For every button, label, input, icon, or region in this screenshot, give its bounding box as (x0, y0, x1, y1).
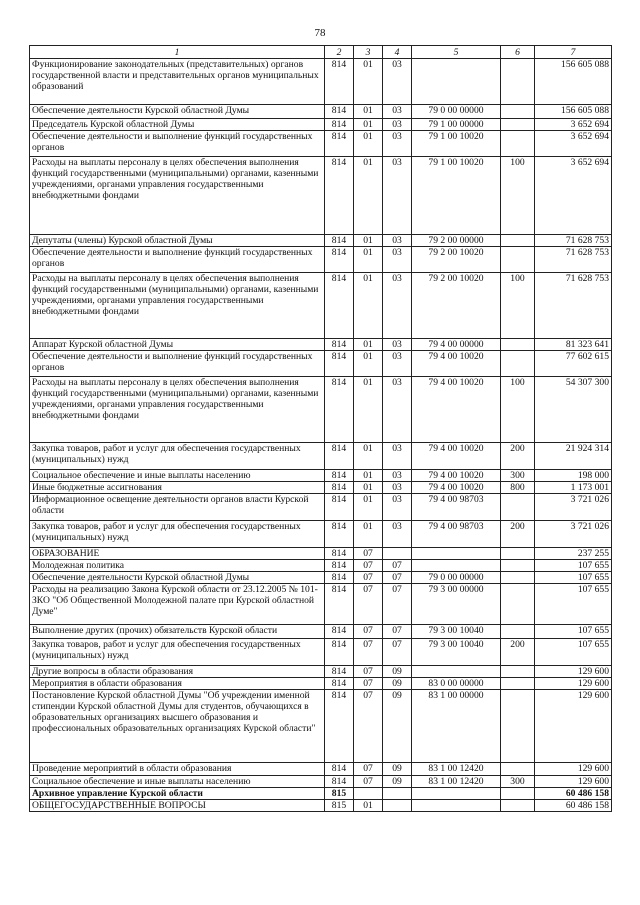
row-value-cell (501, 119, 535, 131)
row-value-cell: 09 (383, 763, 412, 776)
row-value-cell (501, 560, 535, 572)
row-name-cell: Проведение мероприятий в области образования (30, 763, 325, 776)
row-value-cell: 200 (501, 639, 535, 666)
row-value-cell: 60 486 158 (535, 788, 612, 800)
row-value-cell: 09 (383, 666, 412, 678)
table-row (30, 59, 612, 105)
header-cell: 2 (325, 46, 354, 59)
row-name-cell: Закупка товаров, работ и услуг для обеспечения государственных (муниципальных) нужд (30, 639, 325, 666)
row-value-cell: 03 (383, 351, 412, 377)
row-value-cell (501, 59, 535, 105)
row-value-cell: 79 4 00 10020 (412, 470, 501, 482)
row-value-cell: 814 (325, 494, 354, 521)
row-value-cell (383, 800, 412, 812)
table-row (30, 273, 612, 339)
table-row (30, 800, 612, 812)
row-value-cell: 300 (501, 470, 535, 482)
row-value-cell: 79 4 00 10020 (412, 351, 501, 377)
row-value-cell: 814 (325, 443, 354, 470)
row-value-cell: 07 (354, 625, 383, 639)
row-value-cell: 3 721 026 (535, 494, 612, 521)
row-value-cell: 79 1 00 00000 (412, 119, 501, 131)
row-value-cell: 200 (501, 521, 535, 548)
row-value-cell: 79 3 00 10040 (412, 625, 501, 639)
row-value-cell: 107 655 (535, 572, 612, 584)
row-name-cell: Обеспечение деятельности Курской областной Думы (30, 572, 325, 584)
row-name-cell: Обеспечение деятельности и выполнение функций государственных органов (30, 351, 325, 377)
header-cell: 3 (354, 46, 383, 59)
row-value-cell: 07 (354, 548, 383, 560)
row-value-cell: 09 (383, 690, 412, 763)
row-value-cell: 814 (325, 521, 354, 548)
row-value-cell (501, 494, 535, 521)
row-value-cell (354, 788, 383, 800)
table-row (30, 131, 612, 157)
row-name-cell: Информационное освещение деятельности органов власти Курской области (30, 494, 325, 521)
table-row (30, 763, 612, 776)
table-row (30, 666, 612, 678)
row-value-cell: 814 (325, 377, 354, 443)
row-value-cell: 01 (354, 470, 383, 482)
row-value-cell: 200 (501, 443, 535, 470)
row-value-cell (383, 548, 412, 560)
row-value-cell: 03 (383, 119, 412, 131)
row-value-cell: 83 0 00 00000 (412, 678, 501, 690)
row-value-cell (501, 351, 535, 377)
row-value-cell (501, 572, 535, 584)
row-name-cell: Архивное управление Курской области (30, 788, 325, 800)
row-name-cell: Расходы на выплаты персоналу в целях обеспечения выполнения функций государственными (муниципальными) органами, казенными учреждениями, органами управления государственными внебюджетными фондами (30, 273, 325, 339)
row-value-cell: 03 (383, 377, 412, 443)
row-value-cell: 814 (325, 247, 354, 273)
row-value-cell: 79 1 00 10020 (412, 157, 501, 235)
row-value-cell: 01 (354, 482, 383, 494)
row-value-cell: 07 (354, 690, 383, 763)
row-value-cell (501, 548, 535, 560)
row-value-cell: 83 1 00 12420 (412, 776, 501, 788)
row-value-cell: 07 (383, 572, 412, 584)
row-name-cell: Расходы на выплаты персоналу в целях обеспечения выполнения функций государственными (муниципальными) органами, казенными учреждениями, органами управления государственными внебюджетными фондами (30, 377, 325, 443)
row-name-cell: Обеспечение деятельности и выполнение функций государственных органов (30, 247, 325, 273)
row-value-cell: 03 (383, 247, 412, 273)
row-value-cell: 814 (325, 639, 354, 666)
table-row (30, 105, 612, 119)
row-value-cell: 156 605 088 (535, 59, 612, 105)
row-value-cell: 01 (354, 157, 383, 235)
row-value-cell: 07 (383, 625, 412, 639)
row-value-cell: 09 (383, 776, 412, 788)
row-value-cell: 21 924 314 (535, 443, 612, 470)
row-name-cell: Депутаты (члены) Курской областной Думы (30, 235, 325, 247)
row-value-cell: 07 (354, 666, 383, 678)
row-value-cell: 07 (354, 584, 383, 625)
table-header-row (30, 46, 612, 59)
row-value-cell: 300 (501, 776, 535, 788)
row-value-cell (412, 666, 501, 678)
row-value-cell: 3 721 026 (535, 521, 612, 548)
row-value-cell: 815 (325, 788, 354, 800)
row-value-cell: 03 (383, 235, 412, 247)
table-row (30, 572, 612, 584)
row-name-cell: Социальное обеспечение и иные выплаты населению (30, 776, 325, 788)
row-value-cell: 814 (325, 59, 354, 105)
table-row (30, 521, 612, 548)
row-value-cell: 07 (354, 639, 383, 666)
row-value-cell: 814 (325, 235, 354, 247)
row-value-cell: 07 (354, 776, 383, 788)
table-row (30, 235, 612, 247)
row-value-cell (501, 690, 535, 763)
table-row (30, 690, 612, 763)
row-value-cell: 01 (354, 59, 383, 105)
row-name-cell: Закупка товаров, работ и услуг для обеспечения государственных (муниципальных) нужд (30, 443, 325, 470)
row-value-cell: 71 628 753 (535, 273, 612, 339)
row-name-cell: Расходы на реализацию Закона Курской области от 23.12.2005 № 101-ЗКО "Об Общественной Молодежной палате при Курской областной Думе" (30, 584, 325, 625)
row-value-cell: 03 (383, 273, 412, 339)
table-row (30, 560, 612, 572)
row-value-cell: 01 (354, 351, 383, 377)
row-value-cell (412, 560, 501, 572)
table-row (30, 678, 612, 690)
row-value-cell: 814 (325, 119, 354, 131)
table-row (30, 443, 612, 470)
row-value-cell: 814 (325, 666, 354, 678)
row-value-cell: 71 628 753 (535, 235, 612, 247)
row-value-cell: 79 0 00 00000 (412, 105, 501, 119)
row-value-cell (501, 666, 535, 678)
row-name-cell: ОБЩЕГОСУДАРСТВЕННЫЕ ВОПРОСЫ (30, 800, 325, 812)
row-value-cell: 814 (325, 548, 354, 560)
row-value-cell: 3 652 694 (535, 131, 612, 157)
table-row (30, 548, 612, 560)
table-row (30, 377, 612, 443)
row-value-cell: 07 (383, 560, 412, 572)
row-name-cell: Социальное обеспечение и иные выплаты населению (30, 470, 325, 482)
row-value-cell: 07 (354, 560, 383, 572)
row-value-cell: 03 (383, 470, 412, 482)
row-value-cell: 01 (354, 443, 383, 470)
row-value-cell: 814 (325, 560, 354, 572)
row-value-cell: 814 (325, 339, 354, 351)
row-value-cell: 83 1 00 12420 (412, 763, 501, 776)
row-value-cell: 107 655 (535, 584, 612, 625)
row-value-cell: 814 (325, 482, 354, 494)
row-value-cell: 07 (383, 639, 412, 666)
row-name-cell: Обеспечение деятельности Курской областной Думы (30, 105, 325, 119)
row-value-cell: 60 486 158 (535, 800, 612, 812)
row-value-cell: 01 (354, 235, 383, 247)
header-cell: 6 (501, 46, 535, 59)
table-row (30, 470, 612, 482)
row-value-cell (412, 548, 501, 560)
row-value-cell: 79 4 00 98703 (412, 521, 501, 548)
row-name-cell: Выполнение других (прочих) обязательств Курской области (30, 625, 325, 639)
row-value-cell: 129 600 (535, 763, 612, 776)
row-value-cell: 129 600 (535, 666, 612, 678)
row-value-cell: 81 323 641 (535, 339, 612, 351)
table-row (30, 776, 612, 788)
header-cell: 7 (535, 46, 612, 59)
row-name-cell: Другие вопросы в области образования (30, 666, 325, 678)
row-name-cell: Обеспечение деятельности и выполнение функций государственных органов (30, 131, 325, 157)
row-value-cell (501, 339, 535, 351)
row-value-cell: 79 3 00 10040 (412, 639, 501, 666)
row-value-cell: 198 000 (535, 470, 612, 482)
table-row (30, 482, 612, 494)
row-value-cell: 237 255 (535, 548, 612, 560)
row-value-cell: 100 (501, 157, 535, 235)
row-value-cell: 814 (325, 625, 354, 639)
row-value-cell: 100 (501, 273, 535, 339)
row-value-cell: 814 (325, 678, 354, 690)
row-value-cell: 09 (383, 678, 412, 690)
header-cell: 5 (412, 46, 501, 59)
row-value-cell: 814 (325, 690, 354, 763)
row-value-cell: 01 (354, 521, 383, 548)
row-value-cell: 83 1 00 00000 (412, 690, 501, 763)
row-value-cell: 01 (354, 339, 383, 351)
row-value-cell: 814 (325, 131, 354, 157)
row-value-cell: 156 605 088 (535, 105, 612, 119)
row-value-cell: 3 652 694 (535, 119, 612, 131)
row-name-cell: Аппарат Курской областной Думы (30, 339, 325, 351)
header-cell: 1 (30, 46, 325, 59)
row-value-cell: 01 (354, 247, 383, 273)
header-cell: 4 (383, 46, 412, 59)
row-value-cell (383, 788, 412, 800)
row-value-cell: 01 (354, 494, 383, 521)
table-row (30, 247, 612, 273)
row-value-cell: 03 (383, 131, 412, 157)
row-value-cell: 54 307 300 (535, 377, 612, 443)
row-value-cell (501, 763, 535, 776)
table-row (30, 351, 612, 377)
row-value-cell: 79 4 00 10020 (412, 443, 501, 470)
row-value-cell (412, 800, 501, 812)
table-row (30, 494, 612, 521)
table-row (30, 157, 612, 235)
row-value-cell (501, 625, 535, 639)
table-row (30, 339, 612, 351)
row-value-cell: 100 (501, 377, 535, 443)
row-value-cell: 07 (354, 678, 383, 690)
row-value-cell: 815 (325, 800, 354, 812)
row-value-cell: 107 655 (535, 625, 612, 639)
row-value-cell: 814 (325, 584, 354, 625)
row-value-cell (501, 678, 535, 690)
row-name-cell: Постановление Курской областной Думы "Об учреждении именной стипендии Курской областной Думы для студентов, обучающихся в образовательных организациях высшего образования и профессиональных образовательных организациях Курской области" (30, 690, 325, 763)
row-value-cell (501, 788, 535, 800)
row-value-cell: 3 652 694 (535, 157, 612, 235)
row-value-cell: 77 602 615 (535, 351, 612, 377)
row-value-cell: 129 600 (535, 678, 612, 690)
row-value-cell: 03 (383, 157, 412, 235)
row-value-cell: 03 (383, 59, 412, 105)
row-value-cell: 814 (325, 273, 354, 339)
row-value-cell: 79 4 00 10020 (412, 482, 501, 494)
row-value-cell: 03 (383, 339, 412, 351)
row-value-cell: 03 (383, 521, 412, 548)
row-value-cell: 03 (383, 494, 412, 521)
row-value-cell (412, 59, 501, 105)
row-value-cell: 814 (325, 776, 354, 788)
row-value-cell: 79 4 00 10020 (412, 377, 501, 443)
row-value-cell: 107 655 (535, 639, 612, 666)
table-row (30, 584, 612, 625)
budget-table (29, 45, 612, 812)
row-value-cell: 79 2 00 00000 (412, 235, 501, 247)
row-value-cell: 07 (383, 584, 412, 625)
row-name-cell: Расходы на выплаты персоналу в целях обеспечения выполнения функций государственными (муниципальными) органами, казенными учреждениями, органами управления государственными внебюджетными фондами (30, 157, 325, 235)
row-value-cell (501, 131, 535, 157)
row-value-cell: 79 1 00 10020 (412, 131, 501, 157)
row-value-cell: 07 (354, 572, 383, 584)
table-row (30, 625, 612, 639)
row-value-cell: 79 4 00 98703 (412, 494, 501, 521)
row-value-cell: 129 600 (535, 776, 612, 788)
row-value-cell: 79 2 00 10020 (412, 247, 501, 273)
row-value-cell (501, 584, 535, 625)
row-value-cell (501, 105, 535, 119)
row-value-cell: 1 173 001 (535, 482, 612, 494)
row-value-cell: 07 (354, 763, 383, 776)
row-value-cell: 01 (354, 105, 383, 119)
row-name-cell: Закупка товаров, работ и услуг для обеспечения государственных (муниципальных) нужд (30, 521, 325, 548)
row-value-cell: 03 (383, 105, 412, 119)
row-value-cell: 814 (325, 157, 354, 235)
row-value-cell: 814 (325, 572, 354, 584)
row-value-cell: 03 (383, 482, 412, 494)
row-name-cell: Иные бюджетные ассигнования (30, 482, 325, 494)
row-value-cell (501, 800, 535, 812)
row-name-cell: Молодежная политика (30, 560, 325, 572)
row-value-cell: 814 (325, 105, 354, 119)
row-name-cell: Мероприятия в области образования (30, 678, 325, 690)
row-value-cell: 79 3 00 00000 (412, 584, 501, 625)
row-value-cell: 01 (354, 377, 383, 443)
row-value-cell: 814 (325, 351, 354, 377)
row-value-cell: 01 (354, 131, 383, 157)
row-name-cell: ОБРАЗОВАНИЕ (30, 548, 325, 560)
row-value-cell: 814 (325, 763, 354, 776)
row-value-cell: 800 (501, 482, 535, 494)
table-row (30, 119, 612, 131)
table-row (30, 788, 612, 800)
row-value-cell: 01 (354, 273, 383, 339)
row-name-cell: Председатель Курской областной Думы (30, 119, 325, 131)
row-value-cell (412, 788, 501, 800)
row-value-cell: 79 2 00 10020 (412, 273, 501, 339)
row-value-cell: 79 4 00 00000 (412, 339, 501, 351)
row-value-cell: 03 (383, 443, 412, 470)
row-name-cell: Функционирование законодательных (представительных) органов государственной власти и представительных органов муниципальных образований (30, 59, 325, 105)
row-value-cell (501, 247, 535, 273)
row-value-cell: 71 628 753 (535, 247, 612, 273)
row-value-cell: 814 (325, 470, 354, 482)
row-value-cell: 129 600 (535, 690, 612, 763)
row-value-cell: 01 (354, 800, 383, 812)
row-value-cell: 01 (354, 119, 383, 131)
row-value-cell: 107 655 (535, 560, 612, 572)
page-number: 78 (314, 27, 326, 39)
row-value-cell (501, 235, 535, 247)
row-value-cell: 79 0 00 00000 (412, 572, 501, 584)
table-row (30, 639, 612, 666)
